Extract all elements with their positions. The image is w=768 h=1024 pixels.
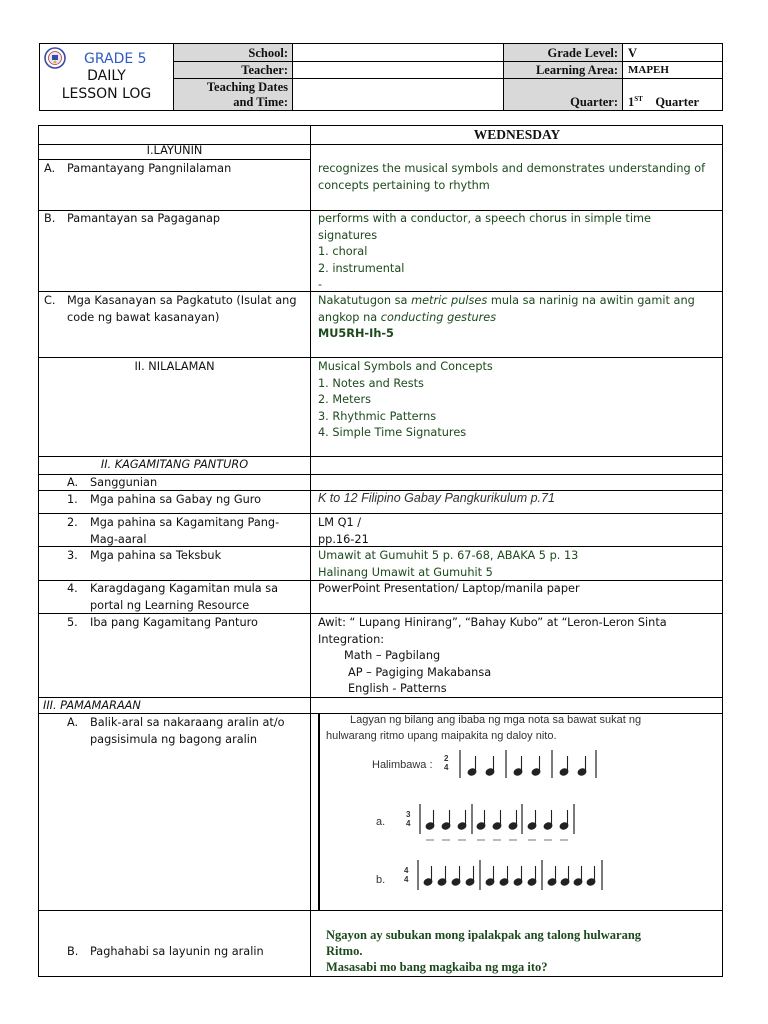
learning-area-value: MAPEH xyxy=(628,64,669,76)
layunin-a-value: recognizes the musical symbols and demonstrates understanding of concepts pertaining to rhythm xyxy=(318,162,706,192)
exercise-b-label: b. xyxy=(376,874,386,886)
nilalaman-heading: II. NILALAMAN xyxy=(134,360,215,373)
exercise-a-label: a. xyxy=(376,816,386,828)
kagamitan-heading: II. KAGAMITANG PANTURO xyxy=(100,458,249,471)
pamamaraan-b-value: Ngayon ay subukan mong ipalakpak ang talong hulwarang Ritmo. Masasabi mo bang magkaiba ng mga ito? xyxy=(326,928,642,974)
quarter-label: Quarter: xyxy=(570,95,618,109)
example-rhythm-notes xyxy=(458,748,598,782)
kagamitan-3-label: Mga pahina sa Teksbuk xyxy=(90,549,222,562)
exercise-b-rhythm-notes xyxy=(416,858,606,900)
title-daily: DAILY xyxy=(87,68,126,84)
layunin-c-label: Mga Kasanayan sa Pagkatuto (Isulat ang code ng bawat kasanayan) xyxy=(67,294,297,324)
kagamitan-4-label: Karagdagang Kagamitan mula sa portal ng Learning Resource xyxy=(90,582,279,612)
example-label: Halimbawa : xyxy=(372,759,433,771)
kagamitan-1-label: Mga pahina sa Gabay ng Guro xyxy=(90,493,262,506)
exercise-a-time-signature: 3 4 xyxy=(406,810,411,828)
grade-level-value: V xyxy=(628,46,638,60)
grade-label: GRADE 5 xyxy=(84,51,147,67)
quarter-value: 1ST Quarter xyxy=(628,95,700,110)
grade-level-label: Grade Level: xyxy=(547,46,618,60)
learning-area-label: Learning Area: xyxy=(535,63,618,77)
exercise-a-rhythm-notes xyxy=(418,802,578,844)
school-label: School: xyxy=(248,46,288,60)
pamamaraan-b-letter: B. xyxy=(67,945,79,958)
layunin-a-label: Pamantayang Pangnilalaman xyxy=(67,162,232,175)
layunin-b-value: performs with a conductor, a speech chorus in simple time signatures 1. choral 2. instrumental - xyxy=(318,212,651,292)
kagamitan-4-value: PowerPoint Presentation/ Laptop/manila paper xyxy=(318,582,580,595)
kagamitan-2-label: Mga pahina sa Kagamitang Pang- Mag-aaral xyxy=(90,516,280,546)
title-lesson-log: LESSON LOG xyxy=(61,86,152,102)
example-time-signature: 2 4 xyxy=(444,754,449,772)
kagamitan-5-label: Iba pang Kagamitang Panturo xyxy=(90,616,258,629)
kagamitan-1-value: K to 12 Filipino Gabay Pangkurikulum p.71 xyxy=(318,491,555,505)
kagamitan-3-value: Umawit at Gumuhit 5 p. 67-68, ABAKA 5 p. 13 Halinang Umawit at Gumuhit 5 xyxy=(318,549,579,579)
kagamitan-4-num: 4. xyxy=(67,582,78,595)
kagamitan-a-letter: A. xyxy=(67,476,79,489)
teacher-label: Teacher: xyxy=(241,63,288,77)
layunin-c-value: Nakatutugon sa metric pulses mula sa narinig na awitin gamit ang angkop na conducting gestures MU5RH-Ih-5 xyxy=(318,294,695,341)
kagamitan-5-num: 5. xyxy=(67,616,78,629)
layunin-a-letter: A. xyxy=(44,162,56,175)
rhythm-exercise-image: Lagyan ng bilang ang ibaba ng mga nota sa bawat sukat ng hulwarang ritmo upang maipakita ng daloy nito. Halimbawa : 2 4 a. 3 4 b. 4 4 xyxy=(318,714,664,910)
pamamaraan-b-label: Paghahabi sa layunin ng aralin xyxy=(90,945,264,958)
deped-seal-logo xyxy=(44,47,66,69)
layunin-heading: I.LAYUNIN xyxy=(146,144,203,157)
dates-label-line2: and Time: xyxy=(233,95,288,109)
layunin-b-letter: B. xyxy=(44,212,56,225)
kagamitan-2-num: 2. xyxy=(67,516,78,529)
kagamitan-5-value: Awit: “ Lupang Hinirang”, “Bahay Kubo” at “Leron-Leron Sinta Integration: Math – Pagbilang AP – Pagiging Makabansa English - Patterns xyxy=(318,616,667,696)
dates-label-line1: Teaching Dates xyxy=(206,80,288,94)
kagamitan-1-num: 1. xyxy=(67,493,78,506)
day-header: WEDNESDAY xyxy=(473,127,561,142)
pamamaraan-a-letter: A. xyxy=(67,716,79,729)
kagamitan-2-value: LM Q1 / pp.16-21 xyxy=(318,516,369,546)
kagamitan-3-num: 3. xyxy=(67,549,78,562)
nilalaman-content: Musical Symbols and Concepts 1. Notes and Rests 2. Meters 3. Rhythmic Patterns 4. Simple Time Signatures xyxy=(318,360,493,440)
exercise-b-time-signature: 4 4 xyxy=(404,866,409,884)
layunin-c-letter: C. xyxy=(44,294,56,307)
pamamaraan-heading: III. PAMAMARAAN xyxy=(43,699,141,712)
layunin-b-label: Pamantayan sa Pagaganap xyxy=(67,212,221,225)
kagamitan-a-label: Sanggunian xyxy=(90,476,158,489)
pamamaraan-a-label: Balik-aral sa nakaraang aralin at/o pagsisimula ng bagong aralin xyxy=(90,716,285,746)
